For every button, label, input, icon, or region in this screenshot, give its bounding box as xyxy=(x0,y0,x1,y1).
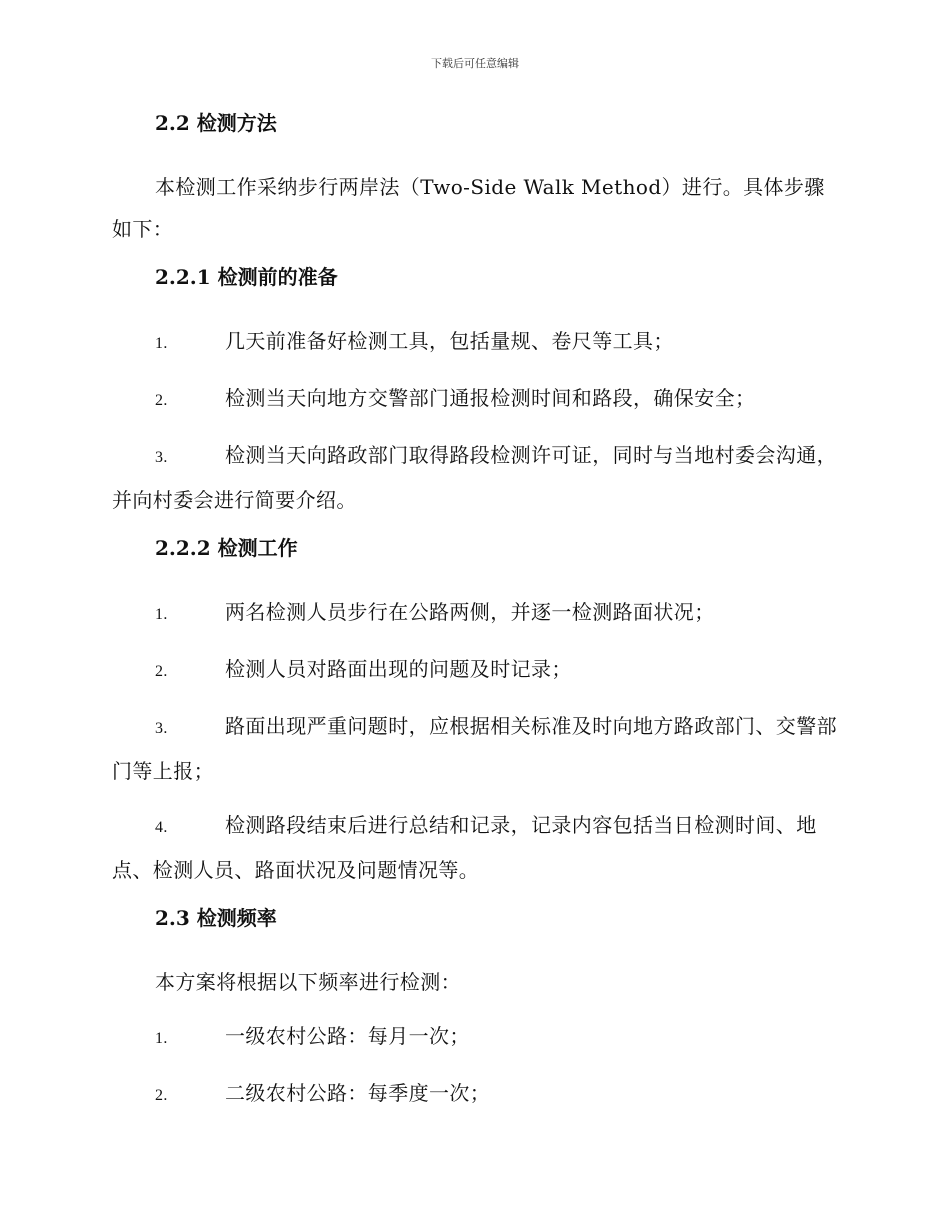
list-item xyxy=(112,434,837,521)
list-number: 1. xyxy=(155,1030,168,1047)
section-heading-2-2: 2.2 检测方法 xyxy=(155,111,277,135)
list-item xyxy=(112,705,837,792)
list-item xyxy=(112,377,837,422)
list-text: 检测人员对路面出现的问题及时记录； xyxy=(225,657,572,681)
list-number: 1. xyxy=(155,335,168,352)
list-item xyxy=(112,648,837,693)
section-heading-2-2-2: 2.2.2 检测工作 xyxy=(155,536,298,560)
list-text: 几天前准备好检测工具，包括量规、卷尺等工具； xyxy=(225,329,674,353)
list-text: 检测当天向路政部门取得路段检测许可证，同时与当地村委会沟通，并向村委会进行简要介绍。 xyxy=(112,443,837,512)
section-heading-2-2-1: 2.2.1 检测前的准备 xyxy=(155,265,338,289)
list-item xyxy=(112,591,837,636)
page-header: 下载后可任意编辑 xyxy=(431,57,519,70)
list-text: 路面出现严重问题时，应根据相关标准及时向地方路政部门、交警部门等上报； xyxy=(112,714,837,783)
list-number: 2. xyxy=(155,663,168,680)
list-text: 二级农村公路：每季度一次； xyxy=(225,1081,491,1105)
list-number: 3. xyxy=(155,449,168,466)
section-2-3-intro: 本方案将根据以下频率进行检测： xyxy=(155,970,461,994)
document-body xyxy=(112,108,837,1117)
list-number: 1. xyxy=(155,606,168,623)
list-item xyxy=(112,320,837,365)
list-item xyxy=(112,1072,837,1117)
list-number: 2. xyxy=(155,1087,168,1104)
section-2-2-intro: 本检测工作采纳步行两岸法（Two-Side Walk Method）进行。具体步骤如下： xyxy=(112,175,825,241)
list-text: 检测路段结束后进行总结和记录，记录内容包括当日检测时间、地点、检测人员、路面状况及问题情况等。 xyxy=(112,813,817,882)
list-text: 两名检测人员步行在公路两侧，并逐一检测路面状况； xyxy=(225,600,715,624)
list-text: 检测当天向地方交警部门通报检测时间和路段，确保安全； xyxy=(225,386,756,410)
list-text: 一级农村公路：每月一次； xyxy=(225,1024,470,1048)
list-number: 3. xyxy=(155,720,168,737)
section-heading-2-3: 2.3 检测频率 xyxy=(155,906,277,930)
list-item xyxy=(112,804,837,891)
list-number: 4. xyxy=(155,819,168,836)
list-number: 2. xyxy=(155,392,168,409)
list-item xyxy=(112,1015,837,1060)
